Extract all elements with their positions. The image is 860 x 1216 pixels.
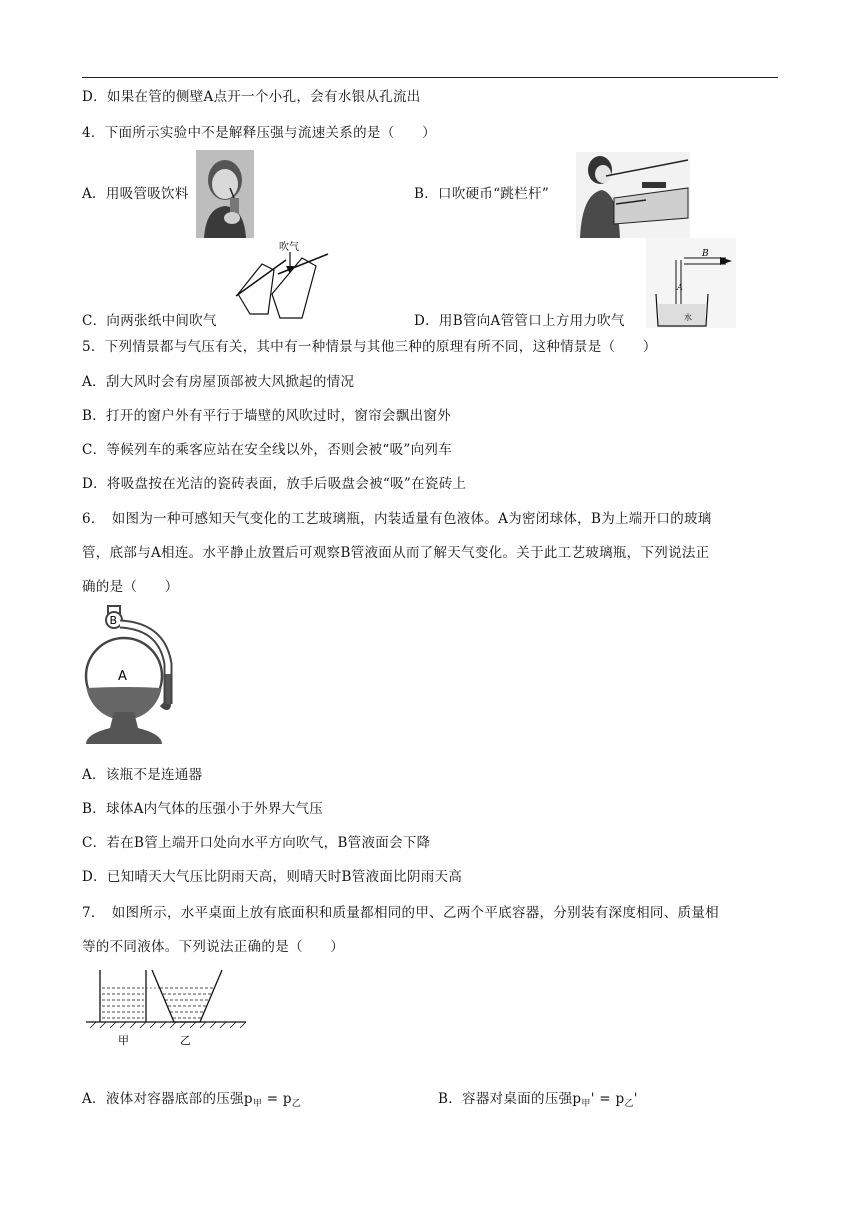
q6-stem-line3: 确的是（ ） — [82, 579, 179, 595]
q7-stem-line2: 等的不同液体。下列说法正确的是（ ） — [82, 939, 345, 955]
q7-option-b-text: B．容器对桌面的压强 — [438, 1091, 573, 1107]
q5-option-b: B．打开的窗户外有平行于墙壁的风吹过时，窗帘会飘出窗外 — [82, 408, 452, 424]
q6-figure-weather-bottle — [82, 604, 184, 750]
q6-figure-label-b: B — [109, 614, 118, 627]
q7-stem-line1: 7． 如图所示，水平桌面上放有底面积和质量都相同的甲、乙两个平底容器，分别装有深度相同、质量相 — [82, 905, 719, 921]
q4-figure-d-label-a: A — [677, 283, 683, 292]
q7-option-a-sub1: 甲 — [252, 1099, 263, 1109]
q6-figure-label-a: A — [118, 669, 127, 684]
q7-figure-label-yi: 乙 — [180, 1034, 191, 1047]
q7-figure-containers — [82, 966, 252, 1048]
q4-figure-c-paper — [232, 236, 332, 328]
q7-option-a — [82, 1089, 301, 1114]
q7-option-b-sub2: 乙 — [624, 1099, 634, 1109]
q7-option-a-text: A．液体对容器底部的压强 — [82, 1091, 244, 1107]
q7-option-a-p1: p — [243, 1091, 253, 1107]
q5-option-c: C．等候列车的乘客应站在安全线以外，否则会被“吸”向列车 — [82, 442, 453, 458]
q5-option-a: A．刮大风时会有房屋顶部被大风掀起的情况 — [82, 374, 355, 390]
q7-option-b-tail: ' — [633, 1091, 638, 1107]
q6-option-c: C．若在B管上端开口处向水平方向吹气，B管液面会下降 — [82, 835, 431, 851]
q4-figure-b-photo — [576, 152, 690, 238]
q4-figure-c-label: 吹气 — [279, 242, 299, 253]
q6-option-b: B．球体A内气体的压强小于外界大气压 — [82, 801, 324, 817]
q7-option-b — [438, 1089, 638, 1114]
q7-option-a-sub2: 乙 — [291, 1099, 302, 1109]
q7-option-b-sub1: 甲 — [581, 1099, 591, 1109]
q4-option-a: A．用吸管吸饮料 — [82, 186, 189, 202]
q7-option-a-eq: = p — [262, 1091, 292, 1107]
q6-option-a: A．该瓶不是连通器 — [82, 767, 203, 783]
q6-stem-line1: 6． 如图为一种可感知天气变化的工艺玻璃瓶，内装适量有色液体。A为密闭球体，B为上端开口的玻璃 — [82, 511, 712, 527]
q7-option-b-p1: p — [572, 1091, 582, 1107]
q4-figure-d-label-b: B — [702, 249, 709, 259]
q5-option-d: D．将吸盘按在光洁的瓷砖表面，放手后吸盘会被“吸”在瓷砖上 — [82, 476, 467, 492]
q4-figure-d-label-water: 水 — [684, 313, 692, 322]
q3-option-d: D．如果在管的侧壁A点开一个小孔，会有水银从孔流出 — [82, 89, 421, 105]
q6-stem-line2: 管，底部与A相连。水平静止放置后可观察B管液面从而了解天气变化。关于此工艺玻璃瓶，下列说法正 — [82, 545, 710, 561]
q4-figure-a-photo — [196, 150, 254, 238]
q7-option-b-eq: ' = p — [590, 1091, 625, 1107]
q7-figure-label-jia: 甲 — [118, 1034, 129, 1047]
q4-option-d: D．用B管向A管管口上方用力吹气 — [414, 313, 625, 329]
q4-figure-d-beaker — [646, 238, 736, 328]
q5-stem: 5．下列情景都与气压有关，其中有一种情景与其他三种的原理有所不同，这种情景是（ ） — [82, 339, 657, 355]
q6-option-d: D．已知晴天大气压比阴雨天高，则晴天时B管液面比阴雨天高 — [82, 869, 463, 885]
q4-option-c: C．向两张纸中间吹气 — [82, 313, 217, 329]
q4-stem: 4．下面所示实验中不是解释压强与流速关系的是（ ） — [82, 125, 436, 141]
header-rule — [82, 77, 778, 78]
q4-option-b: B．口吹硬币“跳栏杆” — [414, 186, 550, 202]
